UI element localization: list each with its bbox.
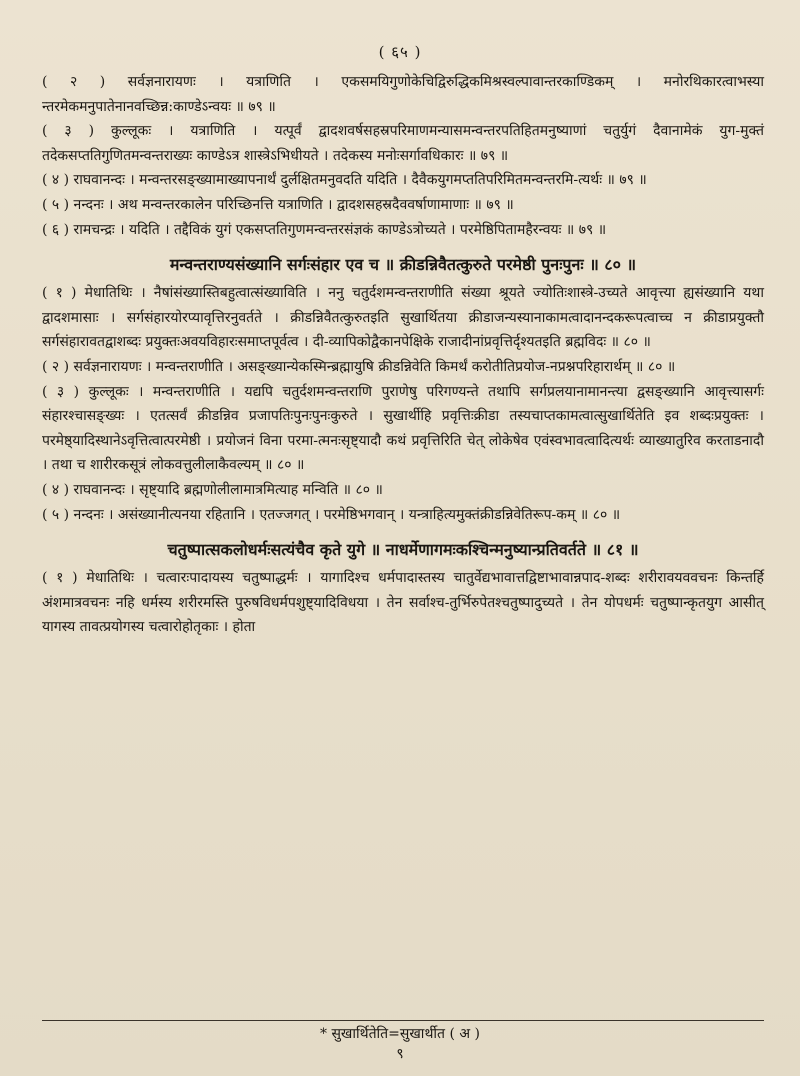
commentary-body — [42, 70, 764, 640]
commentary-paragraph: ( २ ) सर्वज्ञनारायणः । मन्वन्तराणीति । असङ्ख्यान्येकस्मिन्ब्रह्मायुषि क्रीडन्निवेति किमर्थं करोतीतिप्रयोज-नप्रश्नपरिहारार्थम् ॥ ८० ॥ — [42, 358, 676, 375]
footnote-divider — [42, 1020, 764, 1021]
commentary-paragraph: ( १ ) मेधातिथिः । चत्वारःपादायस्य चतुष्पाद्धर्मः । यागादिश्च धर्मपादास्तस्य चातुर्वेद्यभावात्तद्विष्टाभावान्नपाद-शब्दः शरीरावयववचनः किन्तर्हि अंशमात्रवचनः नहि धर्मस्य शरीरमस्ति पुरुषविधर्मपशुष्ट्यादिविधया । तेन सर्वाश्च-तुर्भिरुपेतश्चतुष्पादुच्यते । तेन योपधर्मः चतुष्पान्कृतयुग आसीत् यागस्य तावत्प्रयोगस्य चत्वारोहोतृकाः । होता — [42, 570, 764, 636]
commentary-paragraph: ( १ ) मेधातिथिः । नैषांसंख्यास्तिबहुत्वात्संख्याविति । ननु चतुर्दशमन्वन्तराणीति संख्या श्रूयते ज्योतिःशास्त्रे-उच्यते आवृत्त्या ह्यसंख्यानि यथा द्वादशमासाः । सर्गसंहारयोरप्यावृत्तिरनुवर्तते । क्रीडन्निवैतत्कुरुतइति सुखार्थितया क्रीडाजन्यस्यानाकामत्वादानन्दकरूपत्वाच्च न क्रीडाप्रयुक्तौ सर्गसंहारावतद्वाशब्दः प्रयुक्तःअवयविहारःसमाप्तपूर्वत्व । दी-व्यापिकोद्वैकानपेक्षिके राजादीनांप्रवृत्तिर्दृश्यतइति ब्रह्मविदः ॥ ८० ॥ — [42, 285, 764, 351]
commentary-paragraph: ( ४ ) राघवानन्दः । सृष्ट्यादि ब्रह्मणोलीलामात्रमित्याह मन्विति ॥ ८० ॥ — [42, 481, 383, 498]
commentary-paragraph: ( ३ ) कुल्लूकः । मन्वन्तराणीति । यद्यपि चतुर्दशमन्वन्तराणि पुराणेषु परिगण्यन्ते तथापि सर्गप्रलयानामानन्त्या द्वसङ्ख्यानि आवृत्त्यासर्गः संहारश्चासङ्ख्यः । एतत्सर्वं क्रीडन्निव प्रजापतिःपुनःपुनःकुरुते । सुखार्थीहि प्रवृत्तिःक्रीडा तस्यचाप्तकामत्वात्सुखार्थितेति इव शब्दःप्रयुक्तः । परमेष्ठ्यादिस्थानेऽवृत्तित्वात्परमेष्ठी । प्रयोजनं विना परमा-त्मनःसृष्ट्यादौ कथं प्रवृत्तिरिति चेत् लोकेषेव एवंस्वभावत्वादित्यर्थः व्याख्यातुरिव करताडनादौ । तथा च शारीरकसूत्रं लोकवत्तुलीलाकैवल्यम् ॥ ८० ॥ — [42, 383, 764, 474]
commentary-paragraph: ( ५ ) नन्दनः । असंख्यानीत्यनया रहितानि । एतज्जगत् । परमेष्ठिभगवान् । यन्त्राहित्यमुक्तंक्रीडन्निवेतिरूप-कम् ॥ ८० ॥ — [42, 506, 621, 523]
footnote: * सुखार्थितेति=सुखार्थीत ( अ ) — [320, 1026, 480, 1042]
commentary-paragraph: ( ५ ) नन्दनः । अथ मन्वन्तरकालेन परिच्छिनत्ति यत्राणिति । द्वादशसहस्रदैववर्षाणामाणाः ॥ ७९ ॥ — [42, 196, 514, 213]
signature-mark: ९ — [396, 1046, 404, 1062]
verse-heading: मन्वन्तराण्यसंख्यानि सर्गःसंहार एव च ॥ क्रीडन्निवैतत्कुरुते परमेष्ठी पुनःपुनः ॥ ८० ॥ — [169, 255, 637, 275]
commentary-paragraph: ( ६ ) रामचन्द्रः । यदिति । तद्दैविकं युगं एकसप्ततिगुणमन्वन्तरसंज्ञकं काण्डेऽत्रोच्यते । परमेष्ठिपितामहैरन्वयः ॥ ७९ ॥ — [42, 221, 607, 238]
commentary-paragraph: ( ४ ) राघवानन्दः । मन्वन्तरसङ्ख्यामाख्यापनार्थं दुर्लक्षितमनुवदति यदिति । दैवैकयुगमप्ततिपरिमितमन्वन्तरमि-त्यर्थः ॥ ७९ ॥ — [42, 172, 647, 189]
commentary-paragraph: ( २ ) सर्वज्ञनारायणः । यत्राणिति । एकसमयिगुणोकेचिद्विरुद्धिकमिश्रस्वल्पावान्तरकाण्डिकम् । मनोरथिकारत्वाभस्या न्तरमेकमनुपातेनानवच्छिन्न:काण्डेऽन्वयः ॥ ७९ ॥ — [42, 74, 764, 115]
page-number: ( ६५ ) — [378, 43, 422, 61]
verse-heading: चतुष्पात्सकलोधर्मःसत्यंचैव कृते युगे ॥ नाधर्मेणागमःकश्चिन्मनुष्यान्प्रतिवर्तते ॥ ८१ ॥ — [167, 540, 639, 560]
commentary-paragraph: ( ३ ) कुल्लूकः । यत्राणिति । यत्पूर्वं द्वादशवर्षसहस्रपरिमाणमन्यासमन्वन्तरपतिहितमनुष्याणां चतुर्युगं दैवानामेकं युग-मुक्तं तदेकसप्ततिगुणितमन्वन्तराख्यः काण्डेऽत्र शास्त्रेऽभिधीयते । तदेकस्य मनोःसर्गावधिकारः ॥ ७९ ॥ — [42, 123, 764, 164]
